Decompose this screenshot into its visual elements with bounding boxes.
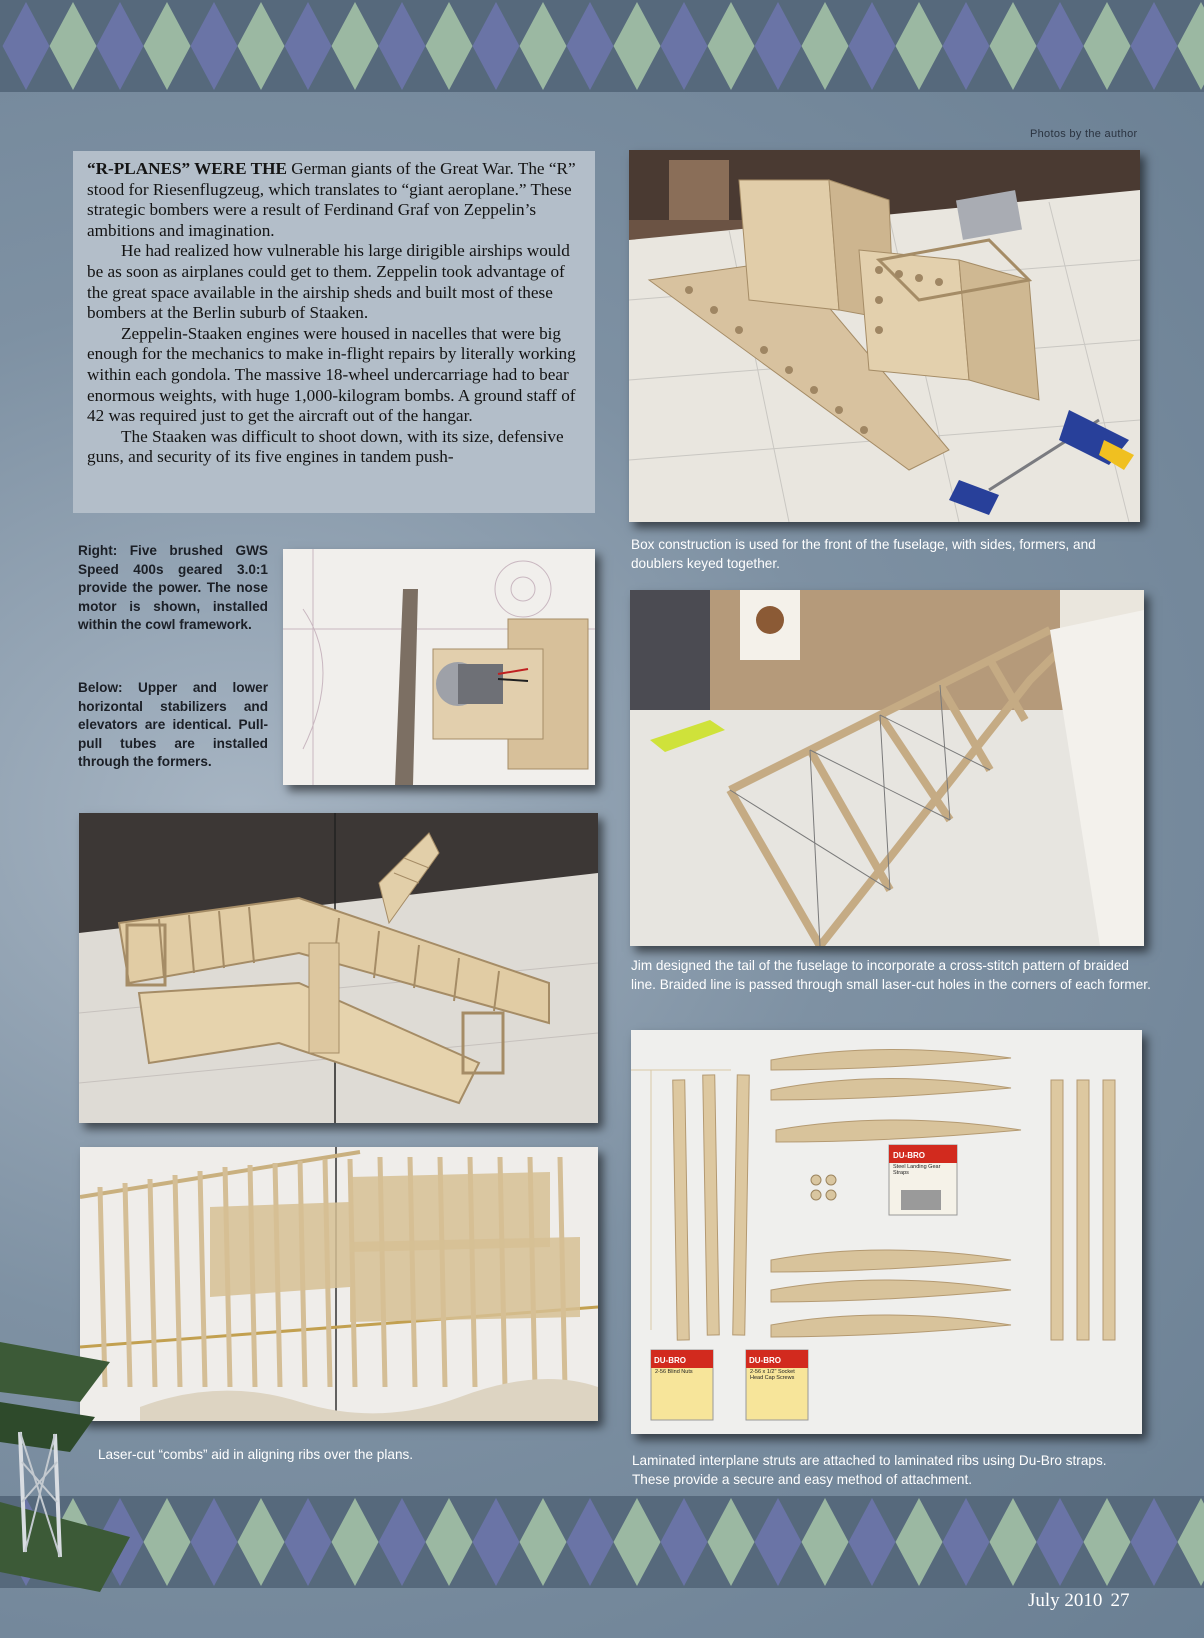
box-construction-image	[629, 150, 1140, 522]
nose-motor-image	[283, 549, 595, 785]
stabilizers-image	[79, 813, 598, 1123]
photo-combs	[80, 1147, 598, 1421]
package-3-text: 2-56 x 1/2" Socket Head Cap Screws	[750, 1369, 795, 1381]
caption-struts: Laminated interplane struts are attached to laminated ribs using Du-Bro straps. These provide a secure and easy method of attachment.	[632, 1453, 1107, 1487]
combs-image	[80, 1147, 598, 1421]
package-1-text: Steel Landing Gear Straps	[893, 1164, 941, 1176]
photo-nose-motor	[283, 549, 595, 785]
bottom-diamond-border	[0, 1496, 1204, 1588]
article-lead-in: “R-PLANES” WERE THE	[87, 159, 287, 178]
caption-combs: Laser-cut “combs” aid in aligning ribs over the plans.	[98, 1447, 414, 1462]
article-text-box	[73, 151, 595, 513]
biplane-corner-illustration	[0, 1322, 150, 1638]
package-2-brand: DU-BRO	[654, 1356, 686, 1365]
page-number: 27	[1110, 1590, 1130, 1611]
package-3-brand: DU-BRO	[749, 1356, 781, 1365]
tail-fuselage-image	[630, 590, 1144, 946]
article-paragraph-1	[87, 159, 583, 241]
package-1-brand: DU-BRO	[893, 1151, 925, 1160]
caption-box-construction: Box construction is used for the front of the fuselage, with sides, formers, and doublers keyed together.	[631, 537, 1096, 571]
issue-date: July 2010	[1028, 1590, 1103, 1611]
dubro-package-socket-screws	[746, 1350, 808, 1420]
article-paragraph-3: Zeppelin-Staaken engines were housed in nacelles that were big enough for the mechanics to make in-flight repairs by literally working within each gondola. The massive 18-wheel undercarriage had to bear enormous weights, with huge 1,000-kilogram bombs. A ground staff of 42 was required just to get the aircraft out of the hangar.	[87, 323, 576, 426]
top-diamond-border	[0, 0, 1204, 92]
photo-stabilizers	[79, 813, 598, 1123]
photo-tail-fuselage	[630, 590, 1144, 946]
photo-struts-ribs	[631, 1030, 1142, 1434]
photo-credit: Photos by the author	[1030, 128, 1138, 140]
photo-box-construction	[629, 150, 1140, 522]
article-paragraph-1-body: German giants of the Great War. The “R” stood for Riesenflugzeug, which translates to “giant aeroplane.” These strategic bombers were a result of Ferdinand Graf von Zeppelin’s ambitions and imagination.	[87, 159, 576, 240]
article-paragraph-4: The Staaken was difficult to shoot down, with its size, defensive guns, and security of its five engines in tandem push-	[87, 426, 564, 467]
diamond-pattern-bottom	[0, 1496, 1204, 1588]
caption-stabilizers: Below: Upper and lower horizontal stabilizers and elevators are identical. Pull-pull tubes are installed through the formers.	[78, 680, 268, 769]
caption-motor: Right: Five brushed GWS Speed 400s geared 3.0:1 provide the power. The nose motor is shown, installed within the cowl framework.	[78, 543, 268, 632]
dubro-package-blind-nuts	[651, 1350, 713, 1420]
package-2-text: 2-56 Blind Nuts	[655, 1369, 693, 1375]
struts-ribs-image	[631, 1030, 1142, 1434]
diamond-pattern-top	[0, 0, 1204, 92]
page-folio	[1028, 1590, 1129, 1612]
dubro-package-gear-straps	[889, 1145, 957, 1215]
caption-tail: Jim designed the tail of the fuselage to incorporate a cross-stitch pattern of braided line. Braided line is passed through small laser-cut holes in the corners of each former.	[631, 958, 1151, 992]
article-paragraph-2: He had realized how vulnerable his large dirigible airships would be as soon as airplanes could get to them. Zeppelin took advantage of the great space available in the airship sheds and built most of these bombers at the Berlin suburb of Staaken.	[87, 241, 570, 323]
